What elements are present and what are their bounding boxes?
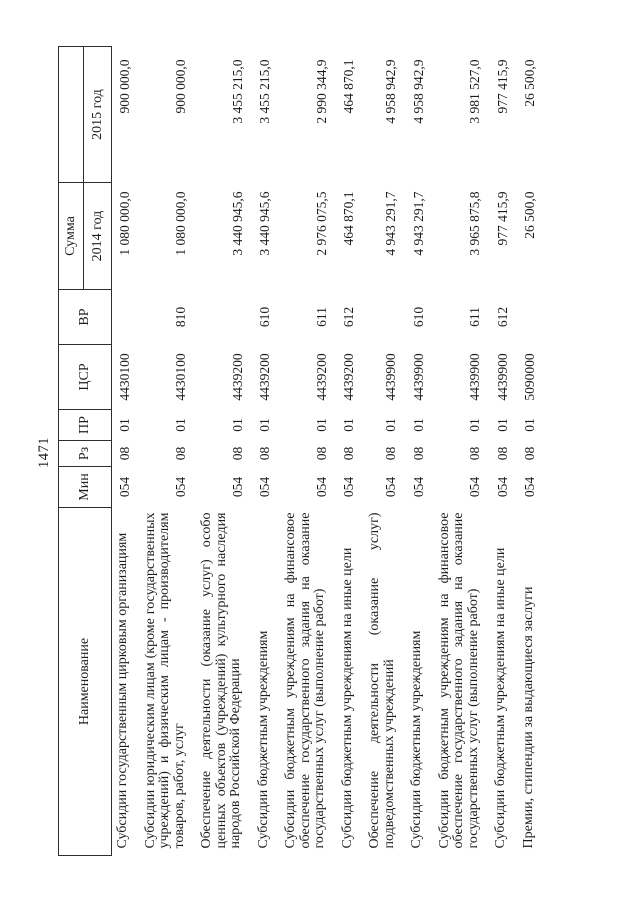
header-summa-empty-cell <box>59 47 84 183</box>
vr-code-cell: 612 <box>494 306 510 328</box>
vr-code-cell: 810 <box>173 306 188 328</box>
pr-code-cell: 01 <box>341 418 356 432</box>
table-body <box>112 47 546 856</box>
amount-2014-cell: 3 440 945,6 <box>229 191 245 256</box>
min-code-cell: 054 <box>257 476 272 498</box>
vr-code-cell: 611 <box>313 307 329 327</box>
amount-2014-cell: 464 870,1 <box>341 191 356 246</box>
amount-2014-cell: 3 440 945,6 <box>257 191 272 256</box>
name-cell: Субсидии бюджетным учреждениям <box>255 630 271 849</box>
table-row <box>337 47 365 856</box>
amount-2015-cell: 2 990 344,9 <box>313 59 329 124</box>
amount-2015-cell: 4 958 942,9 <box>383 59 398 124</box>
name-cell: Обеспечение деятельности (оказание услуг) особо ценных объектов (учреждений) культурного наследия народов Российской Федерации <box>199 512 243 849</box>
tsr-code-cell: 4430100 <box>173 353 188 401</box>
min-code-cell: 054 <box>116 476 132 498</box>
table-row <box>364 47 406 856</box>
amount-2014-cell: 3 965 875,8 <box>467 191 482 256</box>
min-code-cell: 054 <box>467 476 482 498</box>
min-code-cell: 054 <box>494 476 510 498</box>
rz-code-cell: 08 <box>257 446 272 461</box>
budget-table <box>58 46 545 856</box>
amount-2015-cell: 977 415,9 <box>494 59 510 114</box>
name-cell: Премии, стипендии за выдающиеся заслуги <box>520 586 536 849</box>
rz-code-cell: 08 <box>494 446 510 461</box>
vr-code-cell <box>112 290 140 345</box>
header-vr: ВР <box>59 290 112 345</box>
pr-code-cell: 01 <box>116 418 132 432</box>
name-cell: Субсидии бюджетным учреждениям на финансовое обеспечение государственного задания на оказание государственных услуг (выполнение работ) <box>436 512 481 849</box>
name-cell: Субсидии бюджетным учреждениям на иные цели <box>493 547 508 849</box>
vr-code-cell: 612 <box>341 306 356 328</box>
table-header <box>59 47 112 856</box>
header-name: Наименование <box>59 508 112 856</box>
rz-code-cell: 08 <box>116 446 132 461</box>
name-cell: Обеспечение деятельности (оказание услуг) подведомственных учреждений <box>367 512 397 849</box>
amount-2014-cell: 2 976 075,5 <box>313 191 329 256</box>
amount-2015-cell: 464 870,1 <box>341 59 356 114</box>
min-code-cell: 054 <box>173 476 188 498</box>
header-min: Мин <box>59 467 112 508</box>
amount-2015-cell: 3 455 215,0 <box>257 59 272 124</box>
rz-code-cell: 08 <box>229 446 245 461</box>
amount-2014-cell: 1 080 000,0 <box>173 191 188 256</box>
amount-2014-cell: 1 080 000,0 <box>116 191 132 256</box>
name-cell: Субсидии государственным цирковым организациям <box>115 532 130 849</box>
name-cell: Субсидии бюджетным учреждениям на иные цели <box>339 547 355 849</box>
amount-2015-cell: 3 455 215,0 <box>229 59 245 124</box>
min-code-cell: 054 <box>229 476 245 498</box>
vr-code-cell <box>364 290 406 345</box>
vr-code-cell: 610 <box>410 306 426 328</box>
tsr-code-cell: 4439200 <box>229 353 245 401</box>
header-rz: Рз <box>59 441 112 467</box>
pr-code-cell: 01 <box>410 418 426 432</box>
vr-code-cell: 611 <box>467 307 482 327</box>
pr-code-cell: 01 <box>229 418 245 432</box>
tsr-code-cell: 4439200 <box>313 353 329 401</box>
amount-2015-cell: 4 958 942,9 <box>410 59 426 124</box>
min-code-cell: 054 <box>313 476 329 498</box>
pr-code-cell: 01 <box>173 418 188 432</box>
amount-2014-cell: 4 943 291,7 <box>383 191 398 256</box>
vr-code-cell: 610 <box>257 306 272 328</box>
min-code-cell: 054 <box>410 476 426 498</box>
table-row <box>434 47 491 856</box>
rz-code-cell: 08 <box>383 446 398 461</box>
pr-code-cell: 01 <box>522 418 537 432</box>
tsr-code-cell: 4430100 <box>116 353 132 401</box>
pr-code-cell: 01 <box>257 418 272 432</box>
min-code-cell: 054 <box>383 476 398 498</box>
tsr-code-cell: 4439200 <box>257 353 272 401</box>
table-row <box>112 47 140 856</box>
name-cell: Субсидии бюджетным учреждениям на финансовое обеспечение государственного задания на оказание государственных услуг (выполнение работ) <box>283 512 327 849</box>
pr-code-cell: 01 <box>313 418 329 432</box>
tsr-code-cell: 4439900 <box>383 353 398 401</box>
amount-2015-cell: 26 500,0 <box>522 59 537 107</box>
rz-code-cell: 08 <box>467 446 482 461</box>
table-row <box>196 47 253 856</box>
table-row <box>140 47 197 856</box>
tsr-code-cell: 4439900 <box>410 353 426 401</box>
rz-code-cell: 08 <box>173 446 188 461</box>
tsr-code-cell: 4439900 <box>494 353 510 401</box>
vr-code-cell <box>518 290 546 345</box>
table-row <box>406 47 434 856</box>
header-pr: ПР <box>59 410 112 441</box>
tsr-code-cell: 5090000 <box>522 353 537 401</box>
header-summa: Сумма <box>59 183 84 290</box>
amount-2014-cell: 26 500,0 <box>522 191 537 239</box>
header-year-2015: 2015 год <box>84 47 112 183</box>
name-cell: Субсидии юридическим лицам (кроме государственных учреждений) и физическим лицам - производителям товаров, работ, услуг <box>142 512 187 849</box>
pr-code-cell: 01 <box>383 418 398 432</box>
vr-code-cell <box>196 290 253 345</box>
table-row <box>253 47 281 856</box>
page-number: 1471 <box>36 437 52 468</box>
tsr-code-cell: 4439900 <box>467 353 482 401</box>
amount-2014-cell: 977 415,9 <box>494 191 510 246</box>
header-tsr: ЦСР <box>59 345 112 410</box>
rz-code-cell: 08 <box>410 446 426 461</box>
rz-code-cell: 08 <box>522 446 537 461</box>
amount-2014-cell: 4 943 291,7 <box>410 191 426 256</box>
pr-code-cell: 01 <box>494 418 510 432</box>
table-row <box>490 47 518 856</box>
rz-code-cell: 08 <box>341 446 356 461</box>
amount-2015-cell: 3 981 527,0 <box>467 59 482 124</box>
tsr-code-cell: 4439200 <box>341 353 356 401</box>
pr-code-cell: 01 <box>467 418 482 432</box>
min-code-cell: 054 <box>341 476 356 498</box>
amount-2015-cell: 900 000,0 <box>116 59 132 114</box>
name-cell: Субсидии бюджетным учреждениям <box>409 630 424 849</box>
table-row <box>280 47 337 856</box>
rz-code-cell: 08 <box>313 446 329 461</box>
header-year-2014: 2014 год <box>84 183 112 290</box>
table-row <box>518 47 546 856</box>
amount-2015-cell: 900 000,0 <box>173 59 188 114</box>
min-code-cell: 054 <box>522 476 537 498</box>
